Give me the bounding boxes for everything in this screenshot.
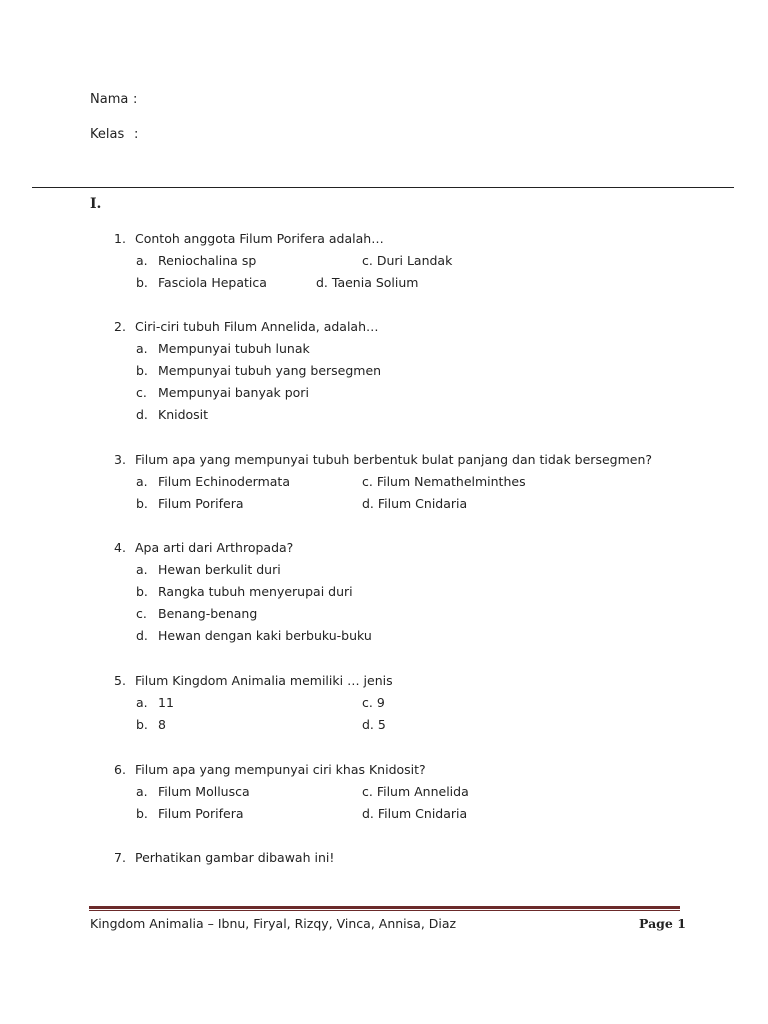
q2-option-d-letter: d.	[136, 407, 148, 422]
q6-option-a-text: Filum Mollusca	[158, 784, 250, 799]
q4-option-a-text: Hewan berkulit duri	[158, 562, 281, 577]
question-3-number: 3.	[114, 452, 126, 467]
question-6-number: 6.	[114, 762, 126, 777]
q4-option-d-text: Hewan dengan kaki berbuku-buku	[158, 628, 372, 643]
question-1-number: 1.	[114, 231, 126, 246]
footer-rule-thick	[89, 906, 680, 909]
question-7-number: 7.	[114, 850, 126, 865]
q4-option-b-text: Rangka tubuh menyerupai duri	[158, 584, 353, 599]
q2-option-a-letter: a.	[136, 341, 148, 356]
q5-option-c: c. 9	[362, 695, 385, 710]
q1-option-a-text: Reniochalina sp	[158, 253, 257, 268]
header-divider	[32, 187, 734, 188]
footer-rule-thin	[89, 910, 680, 911]
question-2-text: Ciri-ciri tubuh Filum Annelida, adalah…	[135, 319, 379, 334]
q5-option-b-letter: b.	[136, 717, 148, 732]
q1-option-c: c. Duri Landak	[362, 253, 453, 268]
q2-option-b-text: Mempunyai tubuh yang bersegmen	[158, 363, 382, 378]
q6-option-b-letter: b.	[136, 806, 148, 821]
question-5-number: 5.	[114, 673, 126, 688]
q4-option-b-letter: b.	[136, 584, 148, 599]
class-colon: :	[134, 127, 139, 142]
q3-option-c: c. Filum Nemathelminthes	[362, 474, 526, 489]
q2-option-c-letter: c.	[136, 385, 147, 400]
q1-option-a-letter: a.	[136, 253, 148, 268]
q1-option-b-letter: b.	[136, 275, 148, 290]
q3-option-b-text: Filum Porifera	[158, 496, 244, 511]
name-label: Nama	[90, 92, 129, 107]
question-7-text: Perhatikan gambar dibawah ini!	[135, 850, 335, 865]
q4-option-c-text: Benang-benang	[158, 606, 258, 621]
q6-option-a-letter: a.	[136, 784, 148, 799]
q4-option-d-letter: d.	[136, 628, 148, 643]
footer-authors: Kingdom Animalia – Ibnu, Firyal, Rizqy, Vinca, Annisa, Diaz	[90, 916, 457, 931]
q3-option-b-letter: b.	[136, 496, 148, 511]
q6-option-b-text: Filum Porifera	[158, 806, 244, 821]
q6-option-d: d. Filum Cnidaria	[362, 806, 468, 821]
section-number: I.	[90, 196, 102, 212]
q5-option-b-text: 8	[158, 717, 166, 732]
question-5-text: Filum Kingdom Animalia memiliki … jenis	[135, 673, 393, 688]
q5-option-d: d. 5	[362, 717, 386, 732]
question-4-number: 4.	[114, 540, 126, 555]
page-number: Page 1	[639, 916, 686, 931]
question-6-text: Filum apa yang mempunyai ciri khas Knidosit?	[135, 762, 426, 777]
q2-option-b-letter: b.	[136, 363, 148, 378]
question-3-text: Filum apa yang mempunyai tubuh berbentuk bulat panjang dan tidak bersegmen?	[135, 452, 653, 467]
question-4-text: Apa arti dari Arthropada?	[135, 540, 294, 555]
q5-option-a-letter: a.	[136, 695, 148, 710]
q3-option-d: d. Filum Cnidaria	[362, 496, 468, 511]
class-label: Kelas	[90, 127, 125, 142]
q3-option-a-letter: a.	[136, 474, 148, 489]
q2-option-c-text: Mempunyai banyak pori	[158, 385, 309, 400]
q6-option-c: c. Filum Annelida	[362, 784, 469, 799]
q5-option-a-text: 11	[158, 695, 174, 710]
question-2-number: 2.	[114, 319, 126, 334]
q4-option-a-letter: a.	[136, 562, 148, 577]
q4-option-c-letter: c.	[136, 606, 147, 621]
q1-option-d: d. Taenia Solium	[316, 275, 419, 290]
name-colon: :	[133, 92, 138, 107]
q2-option-a-text: Mempunyai tubuh lunak	[158, 341, 310, 356]
q3-option-a-text: Filum Echinodermata	[158, 474, 290, 489]
q1-option-b-text: Fasciola Hepatica	[158, 275, 267, 290]
q2-option-d-text: Knidosit	[158, 407, 209, 422]
question-1-text: Contoh anggota Filum Porifera adalah…	[135, 231, 384, 246]
